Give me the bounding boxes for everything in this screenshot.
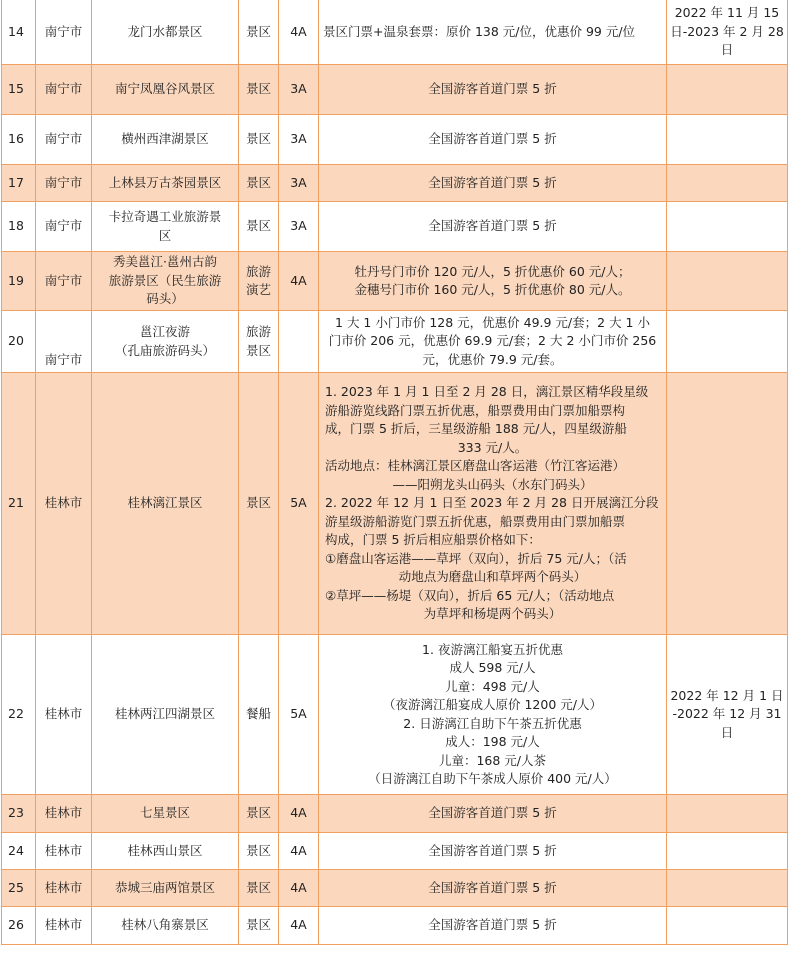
table-row	[2, 907, 788, 945]
attraction-name-line: 横州西津湖景区	[121, 131, 209, 147]
attraction-name-line: 码头）	[146, 291, 184, 307]
discount-detail	[319, 870, 667, 907]
discount-detail-line: 牡丹号门市价 120 元/人，5 折优惠价 60 元/人；	[354, 263, 631, 279]
discount-detail-line: 为草坪和杨堤两个码头）	[423, 606, 562, 622]
attraction-type-line: 景区	[245, 81, 271, 97]
prefecture-cell: 桂林市	[36, 833, 92, 870]
attraction-type-line: 景区	[245, 342, 271, 358]
attraction-level: 3A	[279, 202, 319, 252]
row-number: 25	[2, 870, 36, 907]
discount-table	[1, 0, 788, 945]
table-row	[2, 311, 788, 373]
activity-period-line: 日	[720, 724, 734, 740]
attraction-type	[239, 311, 279, 373]
attraction-name	[92, 311, 239, 373]
attraction-type	[239, 907, 279, 945]
discount-detail-line: 全国游客首道门票 5 折	[428, 174, 557, 190]
attraction-level: 3A	[279, 115, 319, 165]
attraction-name	[92, 252, 239, 311]
attraction-level: 4A	[279, 833, 319, 870]
activity-period	[667, 833, 788, 870]
attraction-type-line: 景区	[245, 131, 271, 147]
attraction-name-line: 桂林八角寨景区	[121, 917, 209, 933]
discount-detail-line: 成人 598 元/人	[449, 660, 536, 675]
attraction-type-line: 景区	[245, 23, 271, 39]
attraction-type-line: 景区	[245, 174, 271, 190]
attraction-name-line: 七星景区	[139, 805, 190, 821]
table-row	[2, 65, 788, 115]
attraction-type	[239, 833, 279, 870]
row-number: 14	[2, 0, 36, 65]
attraction-name	[92, 115, 239, 165]
attraction-level: 4A	[279, 0, 319, 65]
attraction-level: 4A	[279, 870, 319, 907]
table-row	[2, 373, 788, 635]
discount-detail-line: 全国游客首道门票 5 折	[428, 917, 557, 933]
attraction-name-line: 南宁凤凰谷风景区	[114, 81, 215, 97]
prefecture-cell: 南宁市	[36, 165, 92, 202]
attraction-name	[92, 65, 239, 115]
table-row	[2, 252, 788, 311]
discount-detail-line: 全国游客首道门票 5 折	[428, 879, 557, 895]
attraction-type	[239, 115, 279, 165]
activity-period-line: 2022 年 11 月 15	[674, 5, 780, 21]
row-number: 18	[2, 202, 36, 252]
row-number: 16	[2, 115, 36, 165]
discount-detail-line: 1. 2023 年 1 月 1 日至 2 月 28 日，漓江景区精华段星级	[325, 384, 649, 400]
prefecture-cell: 桂林市	[36, 373, 92, 635]
attraction-type-line: 景区	[245, 805, 271, 821]
prefecture-cell: 桂林市	[36, 795, 92, 833]
attraction-type-line: 景区	[245, 842, 271, 858]
discount-detail	[319, 115, 667, 165]
attraction-type-line: 演艺	[245, 282, 271, 297]
discount-detail-line: 1. 夜游漓江船宴五折优惠	[422, 641, 563, 657]
attraction-name-line: 桂林西山景区	[127, 842, 203, 858]
row-number: 23	[2, 795, 36, 833]
attraction-name-line: 邕江夜游	[139, 324, 190, 339]
attraction-name-line: （孔庙旅游码头）	[114, 342, 215, 358]
table-row	[2, 635, 788, 795]
prefecture-cell: 桂林市	[36, 907, 92, 945]
activity-period	[667, 202, 788, 252]
attraction-name	[92, 833, 239, 870]
discount-detail-line: （夜游漓江船宴成人原价 1200 元/人）	[383, 697, 602, 712]
row-number: 15	[2, 65, 36, 115]
discount-detail-line: 元，优惠价 79.9 元/套。	[422, 351, 563, 367]
row-number: 17	[2, 165, 36, 202]
attraction-type-line: 景区	[245, 879, 271, 895]
activity-period	[667, 870, 788, 907]
activity-period-line: 日	[720, 42, 734, 58]
discount-detail	[319, 635, 667, 795]
attraction-name-line: 上林县万古茶园景区	[108, 174, 222, 190]
discount-detail-line: 游星级游船游览门票五折优惠，船票费用由门票加船票	[325, 513, 626, 529]
attraction-name-line: 龙门水都景区	[127, 23, 203, 39]
attraction-level: 5A	[279, 373, 319, 635]
attraction-type-line: 景区	[245, 917, 271, 933]
prefecture-cell: 南宁市	[36, 311, 92, 373]
activity-period	[667, 907, 788, 945]
attraction-type	[239, 635, 279, 795]
discount-detail-line: 游船游览线路门票五折优惠，船票费用由门票加船票构	[325, 402, 626, 418]
discount-detail-line: ②草坪——杨堤（双向），折后 65 元/人；（活动地点	[325, 587, 615, 603]
attraction-type	[239, 870, 279, 907]
row-number: 22	[2, 635, 36, 795]
discount-detail	[319, 202, 667, 252]
prefecture-cell: 南宁市	[36, 202, 92, 252]
row-number: 21	[2, 373, 36, 635]
attraction-name-line: 区	[158, 227, 172, 243]
discount-detail-line: 活动地点：桂林漓江景区磨盘山客运港（竹江客运港）	[325, 458, 626, 474]
discount-detail-line: 全国游客首道门票 5 折	[428, 131, 557, 147]
discount-detail-line: ——阳朔龙头山码头（水东门码头）	[392, 476, 593, 492]
discount-detail	[319, 311, 667, 373]
attraction-type-line: 景区	[245, 218, 271, 234]
activity-period	[667, 635, 788, 795]
discount-detail-line: 景区门票+温泉套票：原价 138 元/位，优惠价 99 元/位	[323, 23, 636, 39]
attraction-name-line: 桂林两江四湖景区	[114, 706, 215, 722]
prefecture-cell: 南宁市	[36, 252, 92, 311]
discount-detail-line: 1 大 1 小门市价 128 元，优惠价 49.9 元/套；2 大 1 小	[335, 314, 650, 330]
activity-period	[667, 311, 788, 373]
attraction-name-line: 恭城三庙两馆景区	[114, 879, 215, 895]
table-row	[2, 165, 788, 202]
attraction-name	[92, 165, 239, 202]
table-row	[2, 833, 788, 870]
prefecture-cell: 南宁市	[36, 0, 92, 65]
discount-detail-line: 全国游客首道门票 5 折	[428, 805, 557, 821]
attraction-type-line: 景区	[245, 495, 271, 511]
discount-detail-line: 儿童：498 元/人	[445, 678, 540, 694]
discount-detail-line: 金穗号门市价 160 元/人，5 折优惠价 80 元/人。	[354, 282, 631, 297]
discount-detail	[319, 165, 667, 202]
row-number: 19	[2, 252, 36, 311]
activity-period	[667, 795, 788, 833]
attraction-type	[239, 795, 279, 833]
attraction-name	[92, 0, 239, 65]
attraction-name	[92, 870, 239, 907]
activity-period	[667, 373, 788, 635]
discount-detail-line: ①磨盘山客运港——草坪（双向），折后 75 元/人；（活	[325, 550, 627, 566]
row-number: 24	[2, 833, 36, 870]
discount-detail-line: 全国游客首道门票 5 折	[428, 218, 557, 234]
activity-period	[667, 65, 788, 115]
discount-detail-line: 门市价 206 元，优惠价 69.9 元/套；2 大 2 小门市价 256	[328, 333, 657, 349]
activity-period	[667, 252, 788, 311]
discount-detail	[319, 0, 667, 65]
activity-period	[667, 0, 788, 65]
discount-detail-line: （日游漓江自助下午茶成人原价 400 元/人）	[368, 771, 617, 786]
discount-detail	[319, 907, 667, 945]
discount-detail-line: 全国游客首道门票 5 折	[428, 842, 557, 858]
discount-detail-line: 构成，门票 5 折后相应船票价格如下：	[325, 532, 541, 548]
attraction-level: 4A	[279, 795, 319, 833]
attraction-level	[279, 311, 319, 373]
table-row	[2, 202, 788, 252]
attraction-name	[92, 202, 239, 252]
attraction-name-line: 秀美邕江·邕州古韵	[113, 254, 217, 270]
discount-detail-line: 全国游客首道门票 5 折	[428, 81, 557, 97]
attraction-type	[239, 202, 279, 252]
attraction-name	[92, 907, 239, 945]
activity-period-line: -2022 年 12 月 31	[672, 706, 782, 722]
discount-detail-line: 动地点为磨盘山和草坪两个码头）	[398, 569, 587, 585]
attraction-name	[92, 373, 239, 635]
discount-detail-line: 2. 2022 年 12 月 1 日至 2023 年 2 月 28 日开展漓江分段	[325, 495, 659, 511]
attraction-level: 4A	[279, 252, 319, 311]
discount-detail	[319, 795, 667, 833]
discount-detail-line: 333 元/人。	[457, 439, 528, 455]
attraction-level: 5A	[279, 635, 319, 795]
attraction-level: 3A	[279, 65, 319, 115]
attraction-name-line: 旅游景区（民生旅游	[108, 272, 222, 288]
discount-detail	[319, 373, 667, 635]
attraction-level: 3A	[279, 165, 319, 202]
prefecture-cell: 桂林市	[36, 870, 92, 907]
discount-detail-line: 2. 日游漓江自助下午茶五折优惠	[403, 715, 582, 731]
discount-detail	[319, 252, 667, 311]
attraction-type	[239, 65, 279, 115]
prefecture-cell: 桂林市	[36, 635, 92, 795]
attraction-name	[92, 635, 239, 795]
attraction-name-line: 桂林漓江景区	[127, 495, 203, 511]
table-row	[2, 795, 788, 833]
attraction-name	[92, 795, 239, 833]
row-number: 20	[2, 311, 36, 373]
attraction-type-line: 旅游	[245, 324, 271, 339]
discount-detail	[319, 833, 667, 870]
attraction-type-line: 餐船	[245, 706, 271, 722]
row-number: 26	[2, 907, 36, 945]
activity-period-line: 2022 年 12 月 1 日	[670, 687, 784, 703]
activity-period-line: 日-2023 年 2 月 28	[670, 23, 784, 39]
discount-detail-line: 成，门票 5 折后，三星级游船 188 元/人，四星级游船	[325, 421, 627, 437]
attraction-type	[239, 165, 279, 202]
attraction-type	[239, 252, 279, 311]
table-row	[2, 115, 788, 165]
discount-detail	[319, 65, 667, 115]
table-row	[2, 0, 788, 65]
attraction-name-line: 卡拉奇遇工业旅游景	[108, 209, 222, 224]
attraction-type-line: 旅游	[245, 263, 271, 279]
activity-period	[667, 115, 788, 165]
attraction-type	[239, 0, 279, 65]
table-row	[2, 870, 788, 907]
discount-detail-line: 成人：198 元/人	[445, 734, 540, 749]
activity-period	[667, 165, 788, 202]
prefecture-cell: 南宁市	[36, 65, 92, 115]
discount-detail-line: 儿童：168 元/人茶	[438, 752, 547, 768]
attraction-type	[239, 373, 279, 635]
prefecture-cell: 南宁市	[36, 115, 92, 165]
attraction-level: 4A	[279, 907, 319, 945]
